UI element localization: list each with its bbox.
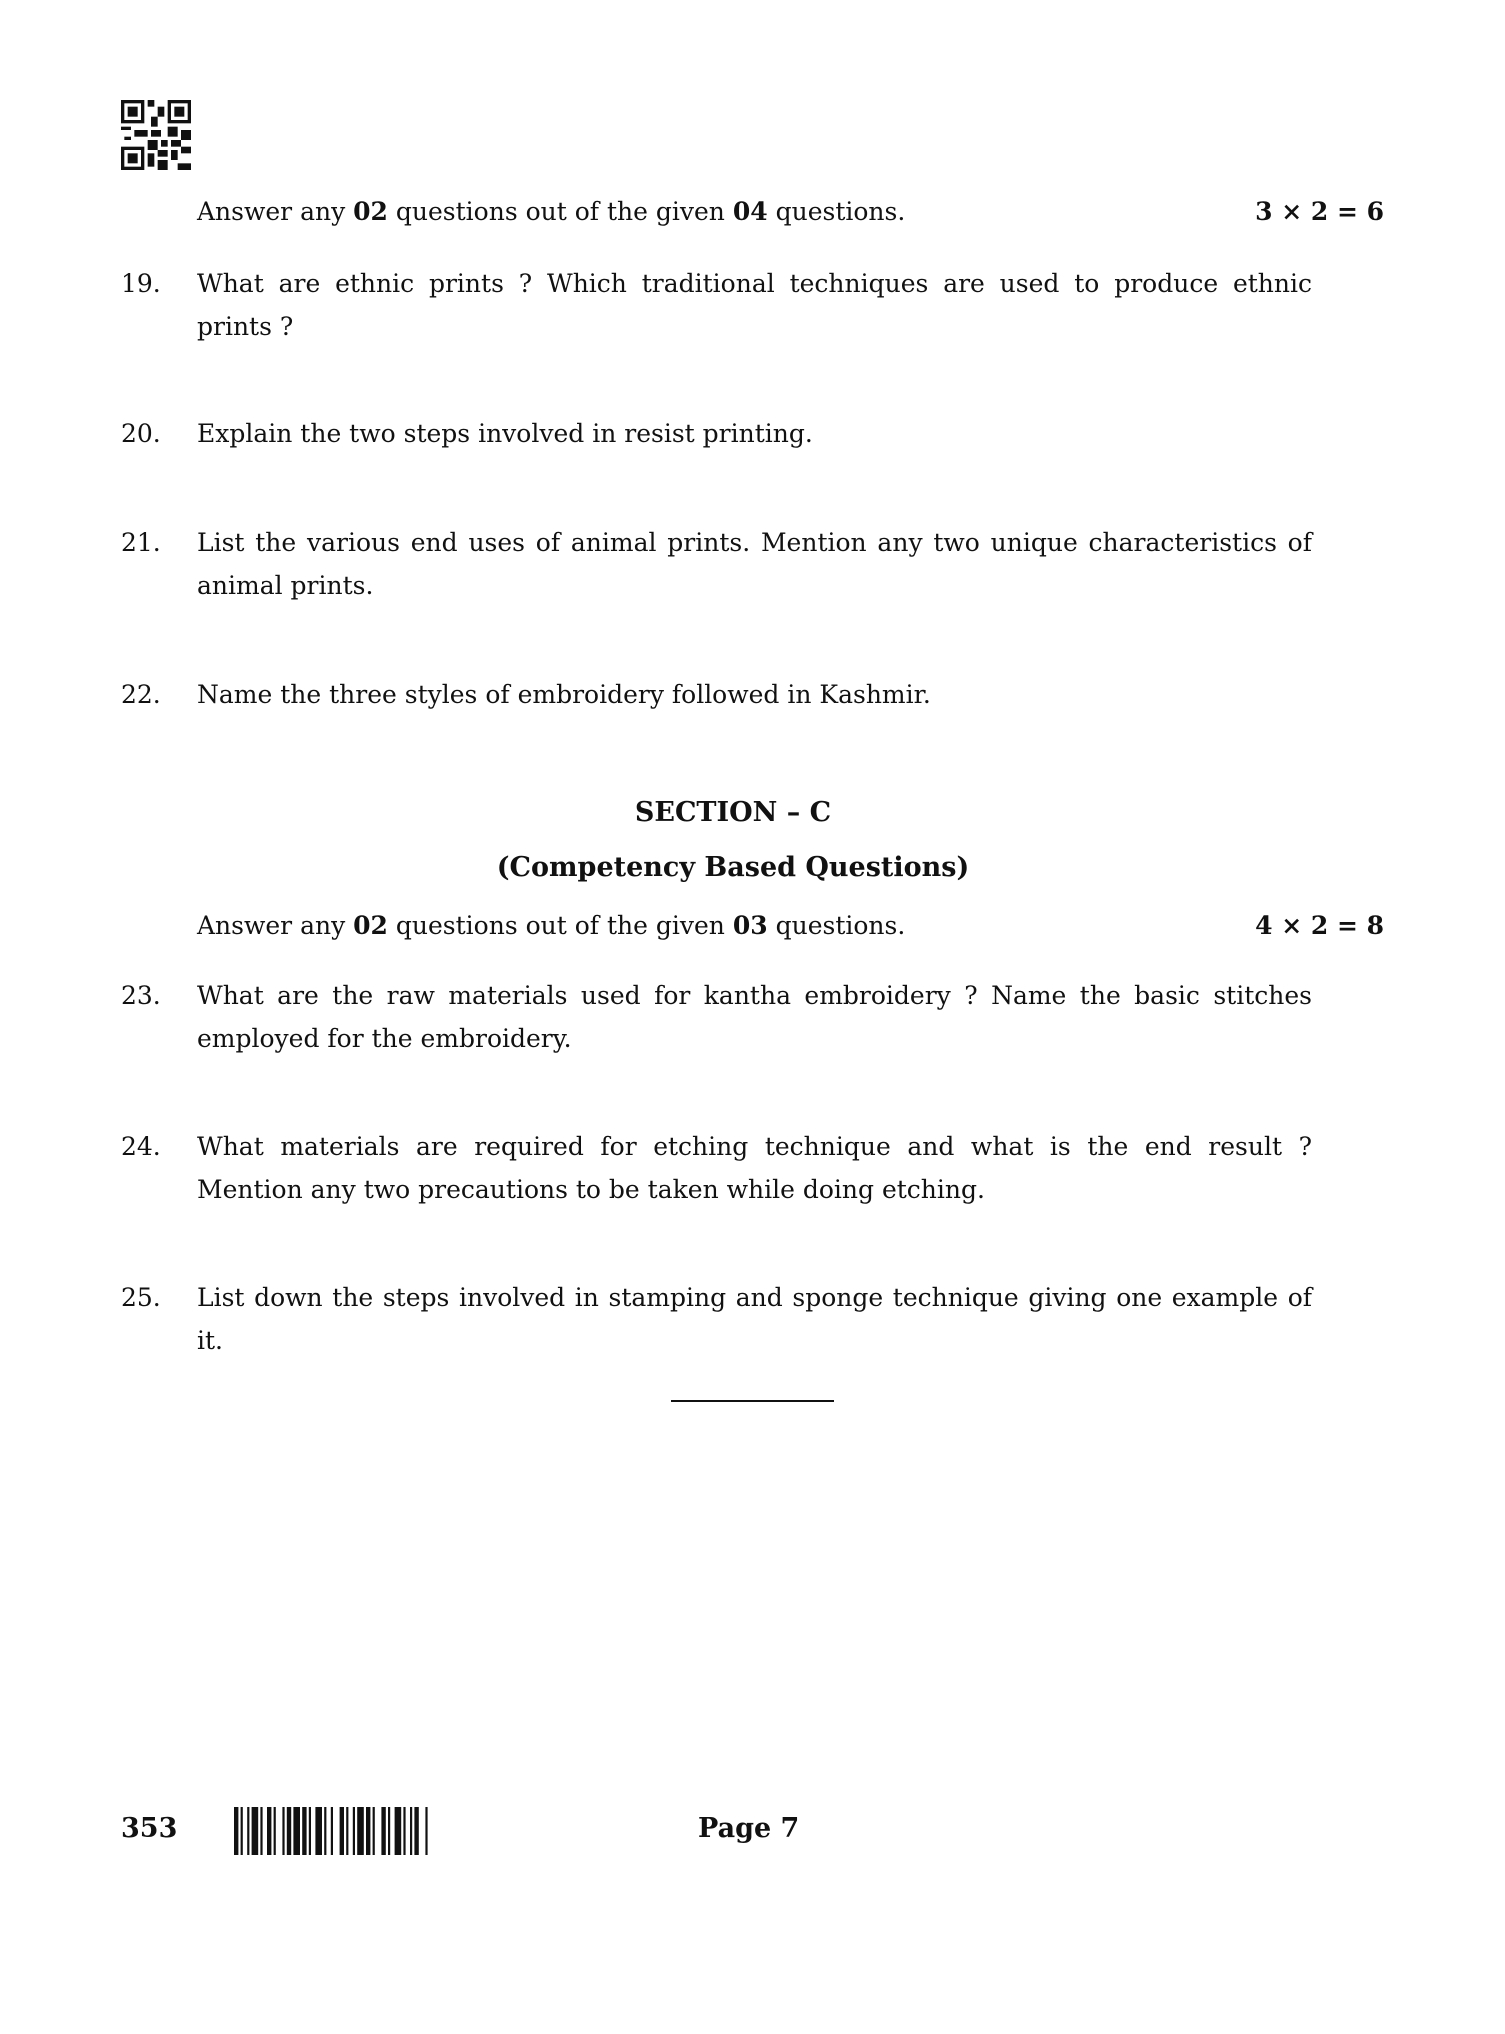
- question-number: 23.: [121, 981, 161, 1010]
- instruction-text: Answer any 02 questions out of the given 04 questions.: [197, 197, 906, 226]
- question-text: What materials are required for etching technique and what is the end result ? Mention any two precautions to be taken while doing etching.: [197, 1132, 1312, 1204]
- question-number: 22.: [121, 680, 161, 709]
- question-text: What are ethnic prints ? Which traditional techniques are used to produce ethnic prints ?: [197, 269, 1312, 341]
- end-rule: [671, 1400, 834, 1402]
- question-20: [121, 412, 1312, 455]
- marks: 3 × 2 = 6: [1255, 197, 1384, 226]
- question-19: [121, 262, 1312, 348]
- instruction-text: Answer any 02 questions out of the given 03 questions.: [197, 911, 906, 940]
- question-number: 21.: [121, 528, 161, 557]
- page-number: Page 7: [698, 1813, 800, 1844]
- question-number: 20.: [121, 419, 161, 448]
- question-23: [121, 974, 1312, 1060]
- question-text: Name the three styles of embroidery followed in Kashmir.: [197, 680, 931, 709]
- question-number: 24.: [121, 1132, 161, 1161]
- barcode-icon: [234, 1807, 506, 1855]
- marks: 4 × 2 = 8: [1255, 911, 1384, 940]
- question-text: List the various end uses of animal prints. Mention any two unique characteristics of animal prints.: [197, 528, 1312, 600]
- question-21: [121, 521, 1312, 607]
- section-b-instruction: [197, 190, 1384, 233]
- question-number: 19.: [121, 269, 161, 298]
- question-text: List down the steps involved in stamping and sponge technique giving one example of it.: [197, 1283, 1312, 1355]
- question-24: [121, 1125, 1312, 1211]
- question-number: 25.: [121, 1283, 161, 1312]
- section-c-title: SECTION – C: [634, 797, 832, 828]
- question-22: [121, 673, 1312, 716]
- section-c-instruction: [197, 904, 1384, 947]
- section-c-subtitle: (Competency Based Questions): [496, 852, 970, 883]
- qr-code-icon: [121, 100, 191, 170]
- question-text: What are the raw materials used for kantha embroidery ? Name the basic stitches employed for the embroidery.: [197, 981, 1312, 1053]
- question-25: [121, 1276, 1312, 1362]
- question-text: Explain the two steps involved in resist printing.: [197, 419, 813, 448]
- paper-code: 353: [121, 1813, 178, 1844]
